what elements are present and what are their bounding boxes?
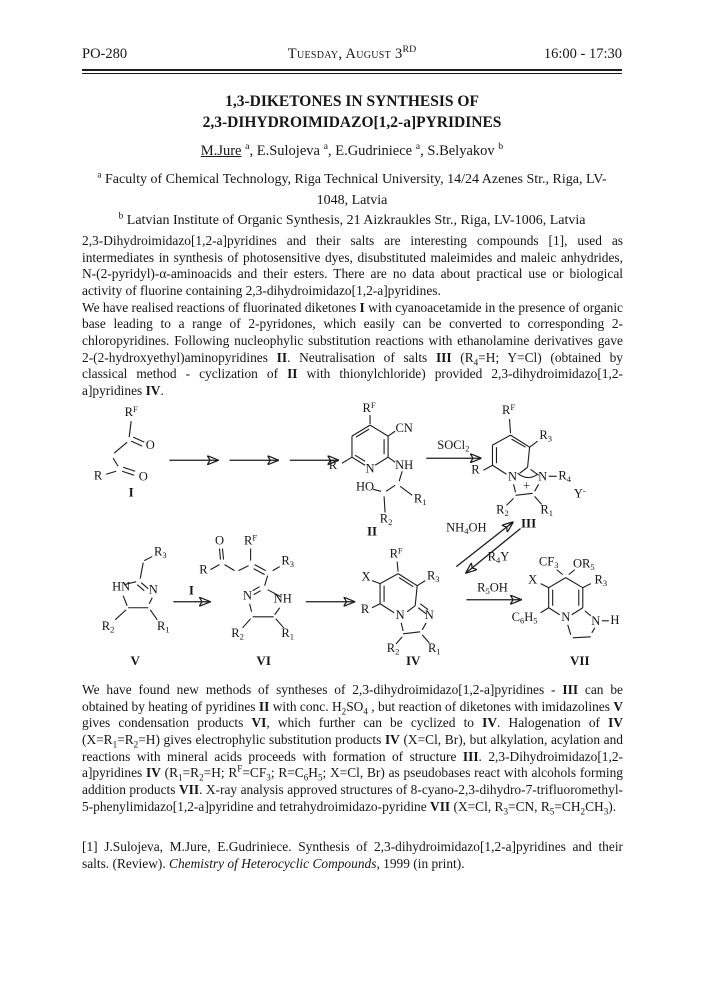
struct-V-r3: $R_3$ (153, 544, 167, 561)
struct-IV-r2: $R_2$ (386, 640, 400, 657)
reagent-diketone-I: I (188, 582, 194, 598)
reference: [1] J.Sulojeva, M.Jure, E.Gudriniece. Synthesis of 2,3-dihydroimidazo[1,2-a]pyridines and their salts. (Review). Chemistry of Heterocyclic Compounds, 1999 (in print). (82, 839, 623, 871)
affiliation-b: $^b$ Latvian Institute of Organic Synthesis, 21 Aizkraukles Str., Riga, LV-1006, Latvia (118, 211, 586, 228)
struct-VI-r1: $R_1$ (281, 625, 295, 642)
struct-IV-n2: N (424, 607, 434, 622)
page-header (82, 46, 622, 66)
struct-III-y: Y- (573, 485, 586, 501)
struct-II-rf: $R^F$ (362, 400, 376, 416)
struct-III-r: R (471, 462, 480, 477)
struct-VII-label: VII (569, 652, 590, 668)
struct-VI-n: N (243, 588, 253, 603)
struct-VI-rf: $R^F$ (244, 532, 258, 548)
struct-VII-c6h5: $C_6H_5$ (511, 609, 538, 626)
struct-V-r1: $R_1$ (156, 618, 170, 635)
struct-VI-nh: NH (273, 591, 292, 606)
struct-VII-x: X (528, 572, 538, 587)
reagent-r4y: $R_4Y$ (487, 549, 510, 566)
struct-I-r: R (93, 468, 103, 483)
struct-VII-n1: N (561, 609, 571, 624)
struct-III-r3: $R_3$ (539, 428, 552, 444)
struct-VI-r3: $R_3$ (281, 553, 295, 570)
struct-I-label: I (128, 484, 134, 500)
struct-V-hn: HN (112, 579, 131, 594)
structure-IV-bonds (372, 562, 429, 644)
struct-III-r2: $R_2$ (496, 502, 509, 518)
struct-II-n: N (365, 461, 375, 476)
struct-V-n: N (148, 582, 158, 597)
struct-VII-or5: $OR_5$ (572, 556, 595, 573)
struct-VII-cf3: $CF_3$ (538, 554, 559, 571)
struct-III-r1: $R_1$ (540, 502, 553, 518)
reagent-nh4oh: $NH_4OH$ (446, 520, 487, 536)
struct-IV-label: IV (405, 652, 421, 668)
abstract-text-top (82, 233, 623, 400)
paper-title-line1: 1,3-DIKETONES IN SYNTHESIS OF (225, 93, 479, 110)
affiliation-a: $^a$ Faculty of Chemical Technology, Riga Technical University, 14/24 Azenes Str., Riga, LV-1048, Latvia (97, 170, 607, 208)
affiliations (82, 170, 622, 232)
struct-VI-r: R (199, 562, 208, 577)
struct-I-o2: O (138, 469, 148, 484)
session-code: PO-280 (82, 46, 128, 62)
struct-II-r1: $R_1$ (413, 491, 427, 507)
reagent-socl2: SOCl$_2$ (437, 438, 470, 454)
struct-II-cn: CN (395, 421, 413, 436)
struct-VI-o: O (214, 533, 225, 548)
paragraph-intro: 2,3-Dihydroimidazo[1,2-a]pyridines and their salts are interesting compounds [1], used as intermediates in synthesis of photosensitive dyes, disubstituted maleimides and maleic anhydrides, N-(2-pyridyl)-α-aminoacids and their esters. There are no data about practical use or biological activity of fluorine containing 2,3-dihydroimidazo[1,2-a]pyridines. (82, 233, 623, 298)
struct-V-label: V (130, 652, 140, 668)
reagent-r5oh: $R_5OH$ (477, 580, 508, 597)
struct-III-plus: + (523, 478, 531, 493)
header-rule (82, 69, 622, 74)
struct-II-ho: HO (355, 479, 375, 494)
session-date: Tuesday, August 3RD (287, 44, 417, 62)
paper-title-line2: 2,3-DIHYDROIMIDAZO[1,2-a]PYRIDINES (202, 114, 502, 131)
struct-III-r4: $R_4$ (558, 468, 572, 484)
struct-I-rf: $R^F$ (124, 404, 138, 420)
struct-IV-r3: $R_3$ (426, 568, 440, 585)
abstract-text-bottom (82, 682, 623, 815)
structure-I-bonds (106, 421, 144, 475)
struct-IV-rf: $R^F$ (389, 545, 403, 561)
struct-II-r: R (328, 458, 338, 473)
struct-II-nh: NH (395, 458, 414, 473)
scheme-labels (94, 400, 620, 668)
struct-VI-label: VI (256, 652, 271, 668)
struct-VII-r3: $R_3$ (594, 572, 608, 589)
struct-V-r2: $R_2$ (101, 618, 115, 635)
struct-I-o1: O (145, 438, 155, 453)
struct-IV-n1: N (395, 607, 405, 622)
struct-III-label: III (520, 515, 537, 531)
paragraph-reactions: We have realised reactions of fluorinated diketones I with cyanoacetamide in the presence of organic base leading to a range of 2-pyridones, which easily can be converted to corresponding 2-chloropyridines. Following nucleophylic substitution reactions with ethanolamine derivatives gave 2-(2-hydroxyethyl)aminopyridines II. Neutralisation of salts III ($R_4=H$; Y=Cl) (obtained by classical method - cyclization of II with thionylchloride) provided 2,3-dihydroimidazo[1,2-a]pyridines IV. (82, 299, 624, 398)
struct-III-n2: N (538, 469, 548, 484)
session-time: 16:00 - 17:30 (543, 46, 622, 62)
struct-III-n1: N (508, 469, 518, 484)
struct-IV-x: X (361, 569, 371, 584)
struct-VII-h: H (610, 612, 620, 627)
authors-line: M.Jure $^a$, E.Sulojeva $^a$, E.Gudriniece $^a$, S.Belyakov $^b$ (200, 141, 504, 159)
struct-III-rf: $R^F$ (501, 402, 516, 418)
paper-title (82, 91, 622, 133)
struct-IV-r1: $R_1$ (427, 640, 441, 657)
paragraph-results: We have found new methods of syntheses of 2,3-dihydroimidazo[1,2-a]pyridines - III can be obtained by heating of pyridines II with conc. $H_2SO_4$ , but reaction of diketones with imidazolines V gives condensation products VI, which further can be cyclized to IV. Halogenation of IV $(X=R_1=R_2=H)$ gives electrophylic substitution products IV (X=Cl, Br), but alkylation, acylation and reactions with mineral acids proceeds with formation of structure III. 2,3-Dihydroimidazo[1,2-a]pyridines IV ($R_1=R_2=H$; $R^F=CF_3$; $R=C_6H_5$; X=Cl, Br) as pseudobases react with alcohols forming addition products VII. X-ray analysis approved structures of 8-cyano-2,3-dihydro-7-trifluoromethyl-5-phenylimidazo[1,2-a]pyridine and tetrahydroimidazo-pyridine VII (X=Cl, $R_3=CN$, $R_5=CH_2CH_3$). (82, 682, 624, 817)
struct-II-label: II (366, 523, 378, 539)
reaction-scheme (81, 400, 643, 676)
struct-II-r2: $R_2$ (379, 511, 393, 527)
struct-VI-r2: $R_2$ (231, 625, 244, 642)
struct-IV-r: R (360, 601, 370, 616)
struct-VII-n2: N (591, 613, 601, 628)
